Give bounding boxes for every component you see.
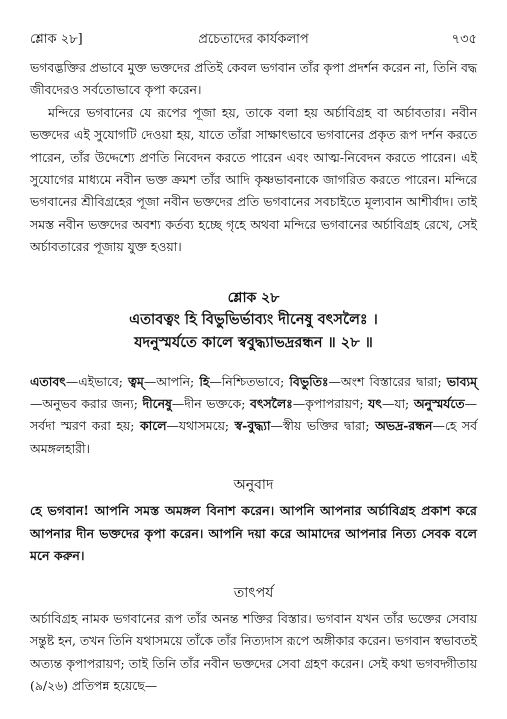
synonym-word: দীনেষু <box>142 396 172 412</box>
synonym-meaning: —আপনি; <box>143 373 200 389</box>
synonym-meaning: —যথাসময়ে; <box>166 418 235 434</box>
purport-text: অর্চাবিগ্রহ নামক ভগবানের রূপ তাঁর অনন্ত শক্তির বিস্তার। ভগবান যখন তাঁর ভক্তের সেবায় সন্তুষ্ট হন, তখন তিনি যথাসময়ে তাঁকে তাঁর নিত্যদাস রূপে অঙ্গীকার করেন। ভগবান স্বভাবতই অত্যন্ত কৃপাপরায়ণ; তাই তিনি তাঁর নবীন ভক্তদের সেবা গ্রহণ করেন। সেই কথা ভগবদ্গীতায় (৯/২৬) প্রতিপন্ন হয়েছে— <box>30 611 477 694</box>
translation-heading: অনুবাদ <box>233 477 274 494</box>
synonym-meaning: —যা; <box>381 396 414 412</box>
synonym-word: অনুস্মর্যতে <box>413 396 465 412</box>
synonym-meaning: —নিশ্চিতভাবে; <box>209 373 290 389</box>
verse-line-1: এতাবত্বং হি বিভুভির্ভাব্যং দীনেষু বৎসলৈঃ । <box>129 310 378 328</box>
synonym-meaning: —দীন ভক্তকে; <box>171 396 250 412</box>
chapter-title: প্রচেতাদের কার্যকলাপ <box>198 32 309 47</box>
synonym-word: অভদ্র-রন্ধন <box>375 418 433 434</box>
synonym-meaning: —সর্বদা স্মরণ করা হয়; <box>30 396 477 434</box>
synonym-word: হি <box>199 373 210 389</box>
intro-paragraph-2: মন্দিরে ভগবানের যে রূপের পূজা হয়, তাকে বলা হয় অর্চাবিগ্রহ বা অর্চাবতার। নবীন ভক্তদের এই সুযোগটি দেওয়া হয়, যাতে তাঁরা সাক্ষাৎভাবে ভগবানের প্রকৃত রূপ দর্শন করতে পারেন, তাঁর উদ্দেশ্যে প্রণতি নিবেদন করতে পারেন এবং আত্ম-নিবেদন করতে পারেন। এই সুযোগের মাধ্যমে নবীন ভক্ত ক্রমশ তাঁর আদি কৃষ্ণভাবনাকে জাগরিত করতে পারেন। মন্দিরে ভগবানের শ্রীবিগ্রহের পূজা নবীন ভক্তদের প্রতি ভগবানের সবচাইতে মূল্যবান আশীর্বাদ। তাই সমস্ত নবীন ভক্তদের অবশ্য কর্তব্য হচ্ছে গৃহে অথবা মন্দিরে ভগবানের অর্চাবিগ্রহ রেখে, সেই অর্চাবতারের পূজায় যুক্ত হওয়া। <box>30 104 477 255</box>
verse-reference: শ্লোক ২৮] <box>30 32 83 47</box>
synonyms-paragraph <box>30 371 477 461</box>
page-header <box>30 30 477 48</box>
synonym-word: যৎ <box>368 396 382 412</box>
synonym-meaning: —এইভাবে; <box>65 373 129 389</box>
synonym-word: ভাব্যম্ <box>446 373 477 389</box>
purport-heading: তাৎপর্য <box>233 585 274 602</box>
synonym-word: বিভুতিঃ <box>289 373 329 389</box>
page-number: ৭৩৫ <box>451 32 477 47</box>
synonym-word: ত্বম্ <box>128 373 144 389</box>
synonym-word: স্ব-বুদ্ধ্যা <box>234 418 271 434</box>
verse-line-2: যদনুস্মর্যতে কালে স্ববুদ্ধ্যাভদ্ররন্ধন ॥ ২৮ ॥ <box>134 333 373 351</box>
verse-number: শ্লোক ২৮ <box>227 289 280 306</box>
synonym-meaning: —হে সর্ব অমঙ্গলহারী। <box>30 418 477 456</box>
synonym-word: এতাবৎ <box>30 373 66 389</box>
synonym-meaning: —কৃপাপরায়ণ; <box>292 396 369 412</box>
synonym-word: বৎসলৈঃ <box>249 396 293 412</box>
synonym-meaning: —স্বীয় ভক্তির দ্বারা; <box>270 418 376 434</box>
synonym-meaning: —অনুভব করার জন্য; <box>30 396 143 412</box>
synonym-meaning: —অংশ বিস্তারের দ্বারা; <box>328 373 447 389</box>
intro-paragraph-1: ভগবদ্ভক্তির প্রভাবে মুক্ত ভক্তদের প্রতিই কেবল ভগবান তাঁর কৃপা প্রদর্শন করেন না, তিনি বদ্ধ জীবদেরও সর্বতোভাবে কৃপা করেন। <box>30 60 477 98</box>
translation-text: হে ভগবান! আপনি সমস্ত অমঙ্গল বিনাশ করেন। আপনি আপনার অর্চাবিগ্রহ প্রকাশ করে আপনার দীন ভক্তদের কৃপা করেন। আপনি দয়া করে আমাদের আপনার নিত্য সেবক বলে মনে করুন। <box>30 503 477 564</box>
synonym-word: কালে <box>139 418 167 434</box>
